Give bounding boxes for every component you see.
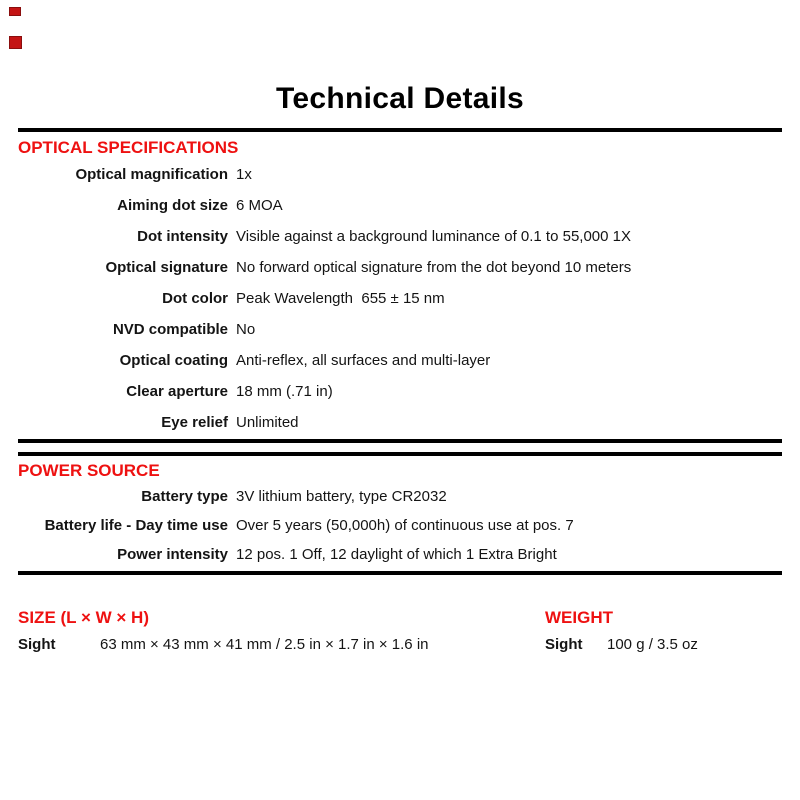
weight-sight-value: 100 g / 3.5 oz — [607, 636, 698, 653]
spec-row-optical-coating — [18, 345, 782, 376]
spec-label: Aiming dot size — [117, 197, 228, 214]
spec-label: Battery life - Day time use — [44, 517, 228, 534]
spec-label: Eye relief — [161, 414, 228, 431]
section-size — [18, 609, 545, 653]
size-heading: SIZE (L × W × H) — [18, 608, 149, 627]
spec-row-battery-life — [18, 511, 782, 540]
size-sight-row — [18, 636, 545, 653]
size-sight-label: Sight — [18, 636, 56, 653]
missing-image-icon — [9, 7, 21, 16]
spec-value: Unlimited — [236, 414, 299, 431]
spec-value: 6 MOA — [236, 197, 283, 214]
spec-label: Optical signature — [105, 259, 228, 276]
spec-row-nvd-compatible — [18, 314, 782, 345]
spec-value: No forward optical signature from the dot beyond 10 meters — [236, 259, 632, 276]
spec-value: 18 mm (.71 in) — [236, 383, 333, 400]
spec-label: Optical magnification — [75, 166, 228, 183]
spec-row-dot-intensity — [18, 221, 782, 252]
spec-label: Optical coating — [119, 352, 228, 369]
section-optical-specifications — [18, 139, 782, 438]
weight-sight-row — [545, 636, 782, 653]
spec-row-clear-aperture — [18, 376, 782, 407]
size-weight-section — [18, 609, 782, 653]
optical-specifications-heading: OPTICAL SPECIFICATIONS — [18, 138, 239, 157]
power-spec-table — [18, 482, 782, 569]
spec-value: 3V lithium battery, type CR2032 — [236, 488, 447, 505]
spec-label: Battery type — [141, 488, 228, 505]
divider-top — [18, 128, 782, 132]
weight-sight-label: Sight — [545, 636, 583, 653]
spec-value: Peak Wavelength 655 ± 15 nm — [236, 290, 445, 307]
divider-line — [18, 452, 782, 456]
section-power-source — [18, 462, 782, 569]
weight-heading: WEIGHT — [545, 608, 613, 627]
spec-value: 12 pos. 1 Off, 12 daylight of which 1 Extra Bright — [236, 546, 557, 563]
divider-line — [18, 439, 782, 443]
spec-value: Over 5 years (50,000h) of continuous use at pos. 7 — [236, 517, 574, 534]
missing-image-icon — [9, 36, 22, 49]
spec-row-eye-relief — [18, 407, 782, 438]
spec-row-optical-magnification — [18, 159, 782, 190]
section-weight — [545, 609, 782, 653]
spec-label: Clear aperture — [126, 383, 228, 400]
spec-row-power-intensity — [18, 540, 782, 569]
power-source-heading: POWER SOURCE — [18, 461, 160, 480]
spec-row-optical-signature — [18, 252, 782, 283]
spec-row-aiming-dot-size — [18, 190, 782, 221]
spec-label: Dot intensity — [137, 228, 228, 245]
page-title: Technical Details — [276, 82, 524, 115]
spec-label: Dot color — [162, 290, 228, 307]
spec-label: NVD compatible — [112, 321, 228, 338]
spec-value: Anti-reflex, all surfaces and multi-layer — [236, 352, 491, 369]
spec-value: 1x — [236, 166, 252, 183]
size-sight-value: 63 mm × 43 mm × 41 mm / 2.5 in × 1.7 in × 1.6 in — [100, 636, 429, 653]
divider-double — [18, 439, 782, 456]
spec-label: Power intensity — [117, 546, 228, 563]
spec-value: Visible against a background luminance of 0.1 to 55,000 1X — [236, 228, 631, 245]
spec-row-dot-color — [18, 283, 782, 314]
spec-row-battery-type — [18, 482, 782, 511]
spec-value: No — [236, 321, 256, 338]
divider-bottom — [18, 571, 782, 575]
optical-spec-table — [18, 159, 782, 438]
